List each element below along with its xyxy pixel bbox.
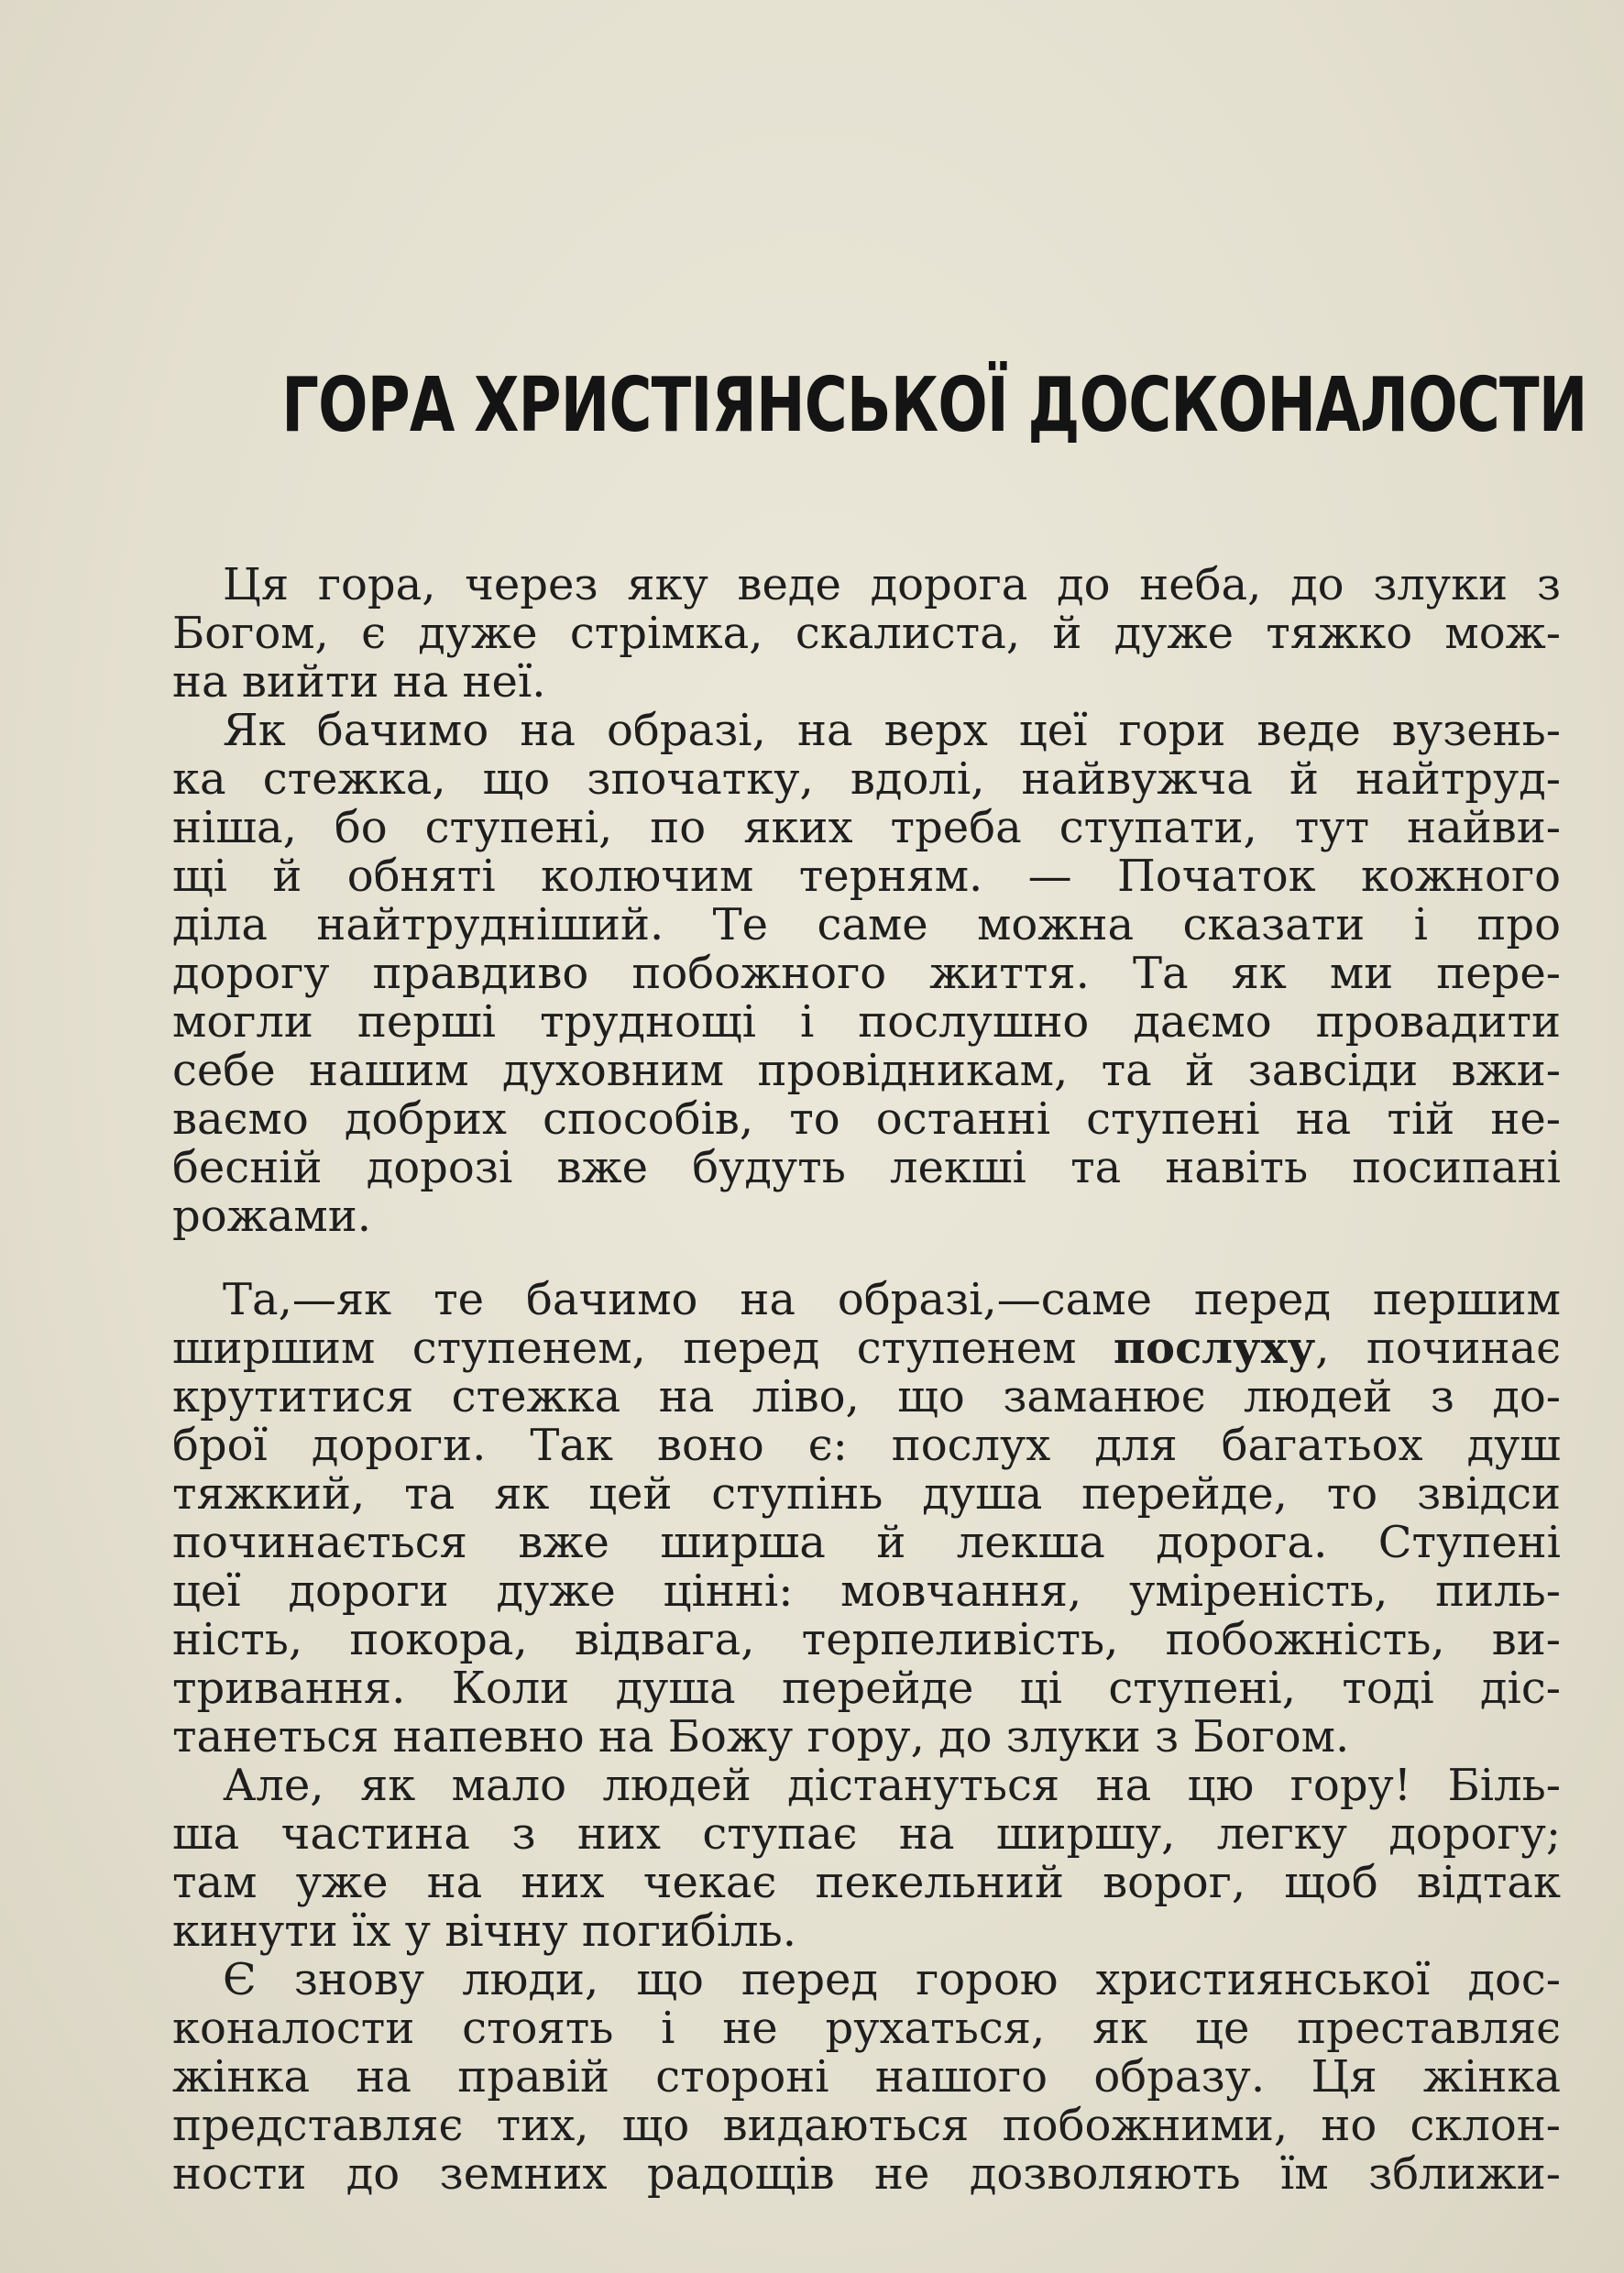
text-line: брої дороги. Так воно є: послух для багатьох душ [172,1420,1561,1471]
text-line: Ця гора, через яку веде дорога до неба, до злуки з [223,559,1561,610]
text-segment: , починає [1315,1323,1561,1374]
text-line: могли перші труднощі і послушно даємо провадити [172,996,1561,1048]
text-segment: ширшим ступенем, перед ступенем [172,1323,1114,1374]
text-line: ніша, бо ступені, по яких треба ступати, тут найви- [172,802,1561,853]
text-line: рожами. [172,1191,371,1242]
page-title: ГОРА ХРИСТІЯНСЬКОЇ ДОСКОНАЛОСТИ [281,362,1587,449]
text-line-with-emphasis [122,1324,1561,1373]
text-line: починається вже ширша й лекша дорога. Ступені [172,1517,1561,1568]
text-line: ваємо добрих способів, то останні ступені на тій не- [172,1093,1561,1145]
paragraph-4 [122,1762,1561,1956]
text-line: представляє тих, що видаються побожними, но склон- [172,2100,1561,2151]
text-line: кинути їх у вічну погибіль. [172,1905,796,1957]
text-line: тяжкий, та як цей ступінь душа перейде, то звідси [172,1468,1561,1520]
text-line: діла найтрудніший. Те саме можна сказати і про [172,899,1561,950]
text-line: крутитися стежка на ліво, що заманює людей з до- [172,1371,1561,1422]
paragraph-5 [122,1956,1561,2199]
text-line: ка стежка, що зпочатку, вдолі, найвужча й найтруд- [172,753,1561,805]
body-text [122,561,1561,2199]
text-line: тривання. Коли душа перейде ці ступені, тоді діс- [172,1663,1561,1714]
text-line: ність, покора, відвага, терпеливість, побожність, ви- [172,1614,1561,1665]
text-line: щі й обняті колючим терням. — Початок кожного [172,851,1561,902]
text-line: Богом, є дуже стрімка, скалиста, й дуже тяжко мож- [172,608,1561,659]
text-line: бесній дорозі вже будуть лекші та навіть посипані [172,1142,1561,1193]
text-line: Є знову люди, що перед горою християнської дос- [223,1954,1561,2005]
text-line: ша частина з них ступає на ширшу, легку дорогу; [172,1808,1561,1860]
paragraph-1 [122,561,1561,707]
text-line: жінка на правій стороні нашого образу. Ця жінка [172,2051,1561,2103]
emphasis-word: послуху [1113,1323,1316,1374]
text-line: дорогу правдиво побожного життя. Та як ми пере- [172,948,1561,999]
text-line: Та,—як те бачимо на образі,—саме перед першим [223,1274,1561,1325]
text-line: коналости стоять і не рухаться, як це преставляє [172,2003,1561,2054]
text-line: ности до земних радощів не дозволяють їм зближи- [172,2148,1561,2200]
text-line: цеї дороги дуже цінні: мовчання, уміреність, пиль- [172,1565,1561,1617]
paragraph-3 [122,1276,1561,1762]
paragraph-2 [122,707,1561,1241]
text-line: танеться напевно на Божу гору, до злуки з Богом. [172,1711,1350,1762]
text-line: Але, як мало людей дістануться на цю гору! Біль- [223,1760,1561,1811]
text-line: себе нашим духовним провідникам, та й завсіди вжи- [172,1045,1561,1096]
text-line: Як бачимо на образі, на верх цеї гори веде вузень- [223,705,1561,756]
text-line: на вийти на неї. [172,656,546,708]
text-line: там уже на них чекає пекельний ворог, щоб відтак [172,1857,1561,1908]
